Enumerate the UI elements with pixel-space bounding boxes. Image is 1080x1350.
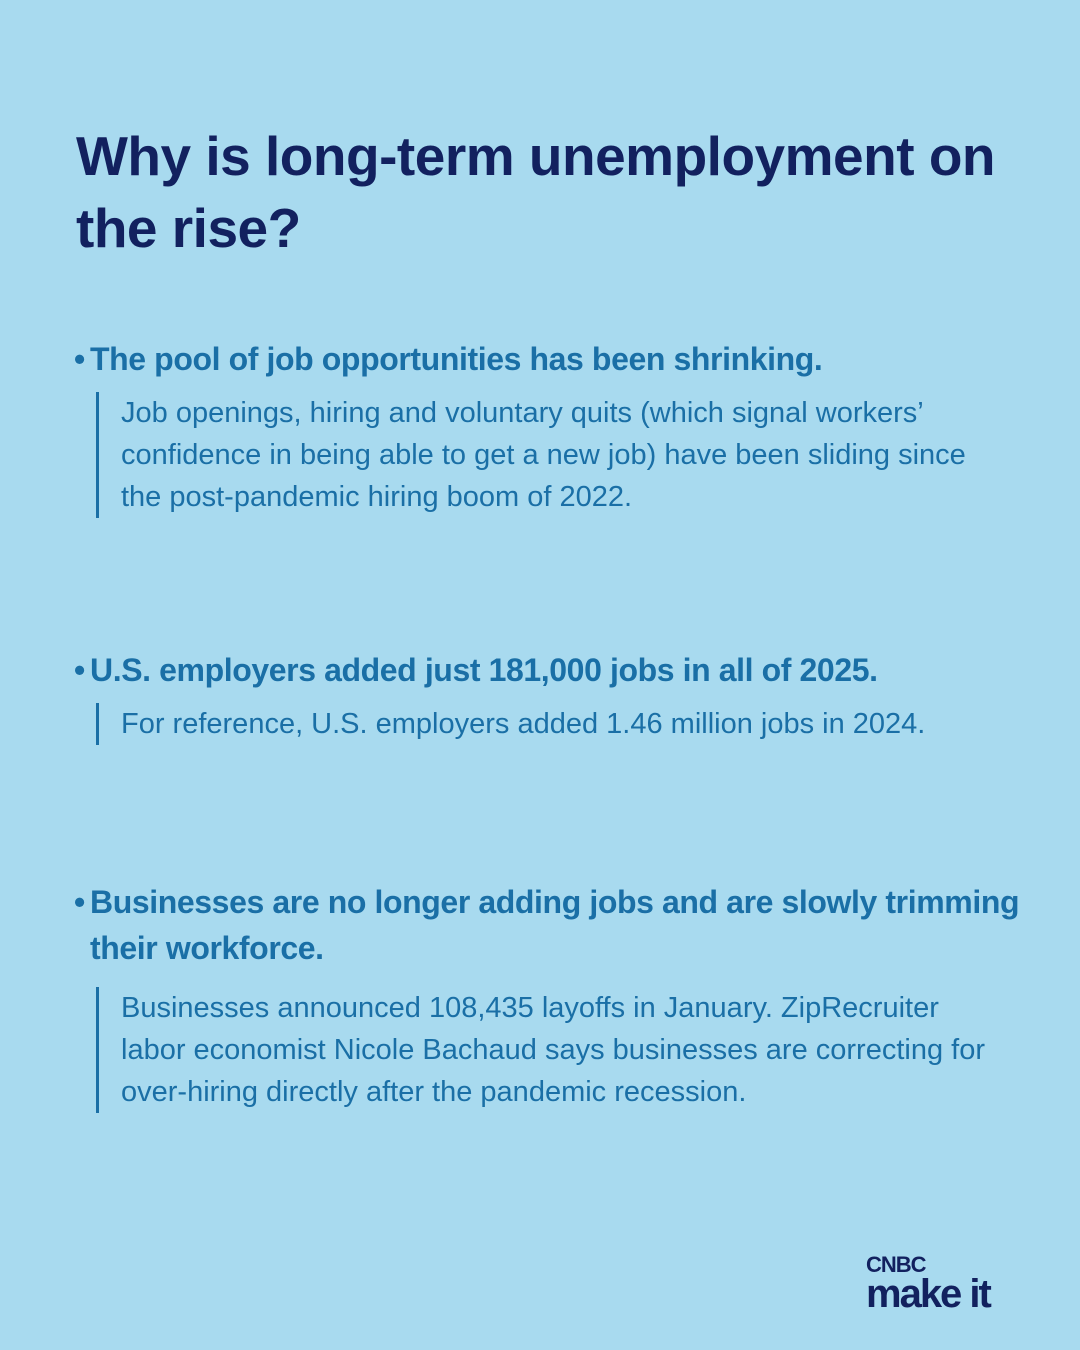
page-title: Why is long-term unemployment on the rise? [76, 125, 996, 259]
point-heading [74, 647, 1034, 693]
point-item [74, 336, 1034, 518]
point-heading-text: The pool of job opportunities has been shrinking. [90, 341, 823, 377]
bullet-icon: • [74, 884, 85, 920]
point-heading-text: Businesses are no longer adding jobs and are slowly trimming their workforce. [90, 884, 1020, 966]
point-body: For reference, U.S. employers added 1.46 million jobs in 2024. [96, 703, 991, 745]
logo-product: make it [866, 1272, 990, 1316]
point-heading [74, 336, 1034, 382]
point-item [74, 647, 1034, 745]
point-body: Job openings, hiring and voluntary quits (which signal workers’ confidence in being able to get a new job) have been sliding since the post-pandemic hiring boom of 2022. [96, 392, 991, 518]
point-item [74, 879, 1034, 1113]
bullet-icon: • [74, 652, 85, 688]
point-body: Businesses announced 108,435 layoffs in January. ZipRecruiter labor economist Nicole Bachaud says businesses are correcting for over-hiring directly after the pandemic recession. [96, 987, 991, 1113]
bullet-icon: • [74, 341, 85, 377]
point-heading-text: U.S. employers added just 181,000 jobs in all of 2025. [90, 652, 878, 688]
point-heading [74, 879, 1034, 971]
cnbc-make-it-logo [866, 1252, 1036, 1316]
logo-brand: CNBC [866, 1252, 926, 1277]
